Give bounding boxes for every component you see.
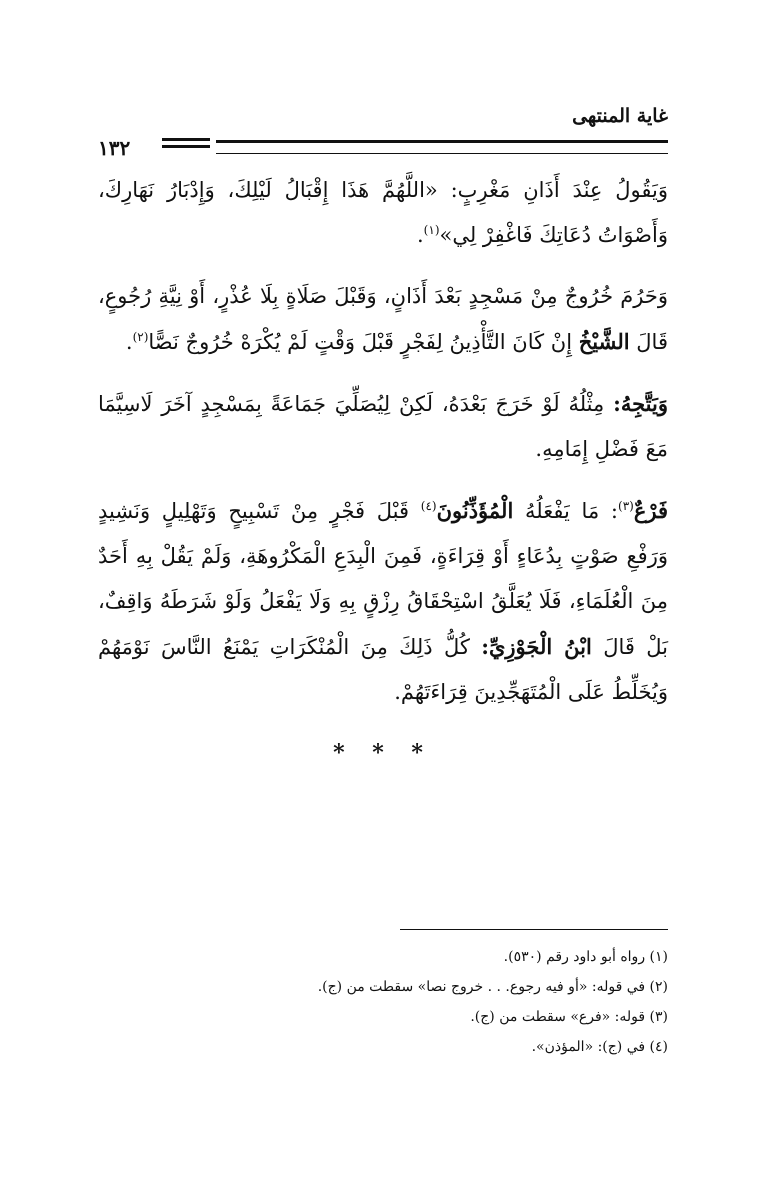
footnote-1: (١) رواه أبو داود رقم (٥٣٠). [503,949,668,965]
footnote-ref-4[interactable]: (٤) [420,499,437,513]
paragraph-end: . [125,330,133,354]
paragraph-text: إِنْ كَانَ التَّأْذِينُ لِفَجْرٍ قَبْلَ وَقْتٍ لَمْ يُكْرَهْ خُرُوجٌ نَصًّا [148,330,573,354]
term-far: فَرْعٌ [633,498,668,523]
paragraph-text: قَبْلَ فَجْرٍ مِنْ تَسْبِيحٍ وَتَهْلِيلٍ وَنَشِيدٍ وَرَفْعِ صَوْتٍ بِدُعَاءٍ أَوْ قِرَاءَةٍ، فَمِنَ الْبِدَعِ الْمَكْرُوهَةِ، وَلَمْ يَقُلْ بِهِ أَحَدٌ مِنَ الْعُلَمَاءِ، فَلَا يُعَلَّقُ اسْتِحْقَاقُ رِزْقٍ بِهِ وَلَا يَفْعَلُ وَلَوْ شَرَطَهُ وَاقِفٌ، بَلْ قَالَ [98,499,668,659]
term-muadhdhinun: الْمُؤَذِّنُونَ [436,498,514,523]
footnote-2: (٢) في قوله: «أو فيه رجوع. . . خروج نصا» سقطت من (ج). [317,979,668,995]
paragraph-text: وَحَرُمَ خُرُوجٌ مِنْ مَسْجِدٍ بَعْدَ أَذَانٍ، وَقَبْلَ صَلَاةٍ بِلَا عُذْرٍ، أَوْ نِيَّةِ رُجُوعٍ، قَالَ [98,284,668,354]
term-yattajih: وَيَتَّجِهُ: [613,391,668,416]
footnote-ref-1[interactable]: (١) [423,223,440,237]
paragraph-far [98,488,668,715]
header-double-rule [216,140,668,154]
term-sheikh: الشَّيْخُ [578,329,630,354]
page-header [98,100,668,160]
paragraph-maghrib-dua [98,168,668,258]
footnote-4: (٤) في (ج): «المؤذن». [531,1039,668,1055]
section-separator: * * * [333,740,433,766]
main-text [98,168,668,776]
paragraph-text: : مَا يَفْعَلُهُ [525,499,618,523]
paragraph-yattajih [98,381,668,472]
paragraph-text: مِثْلُهُ لَوْ خَرَجَ بَعْدَهُ، لَكِنْ لِيُصَلِّيَ جَمَاعَةً بِمَسْجِدٍ آخَرَ لَاسِيَّمَا مَعَ فَضْلِ إِمَامِهِ. [98,392,668,461]
footnote-rule [400,929,668,930]
term-ibn-al-jawzi: ابْنُ الْجَوْزِيِّ: [481,634,592,659]
paragraph-end: . [416,223,424,247]
paragraph-leaving-mosque [98,274,668,365]
page-number: ١٣٢ [98,136,131,160]
paragraph-text: كُلُّ ذَلِكَ مِنَ الْمُنْكَرَاتِ يَمْنَعُ النَّاسَ نَوْمَهُمْ وَيُخَلِّطُ عَلَى الْمُتَهَجِّدِينَ قِرَاءَتَهُمْ. [98,635,668,704]
footnotes [98,942,668,1062]
book-title: غاية المنتهى [572,105,668,127]
footnote-ref-2[interactable]: (٢) [132,330,149,344]
page-number-ornament [162,138,210,152]
paragraph-text: وَيَقُولُ عِنْدَ أَذَانِ مَغْرِبٍ: «اللَّهُمَّ هَذَا إِقْبَالُ لَيْلِكَ، وَإِدْبَارُ نَهَارِكَ، وَأَصْوَاتُ دُعَاتِكَ فَاغْفِرْ لِي» [98,178,668,247]
footnote-3: (٣) قوله: «فرع» سقطت من (ج). [470,1009,668,1025]
footnote-ref-3[interactable]: (٣) [618,499,634,513]
